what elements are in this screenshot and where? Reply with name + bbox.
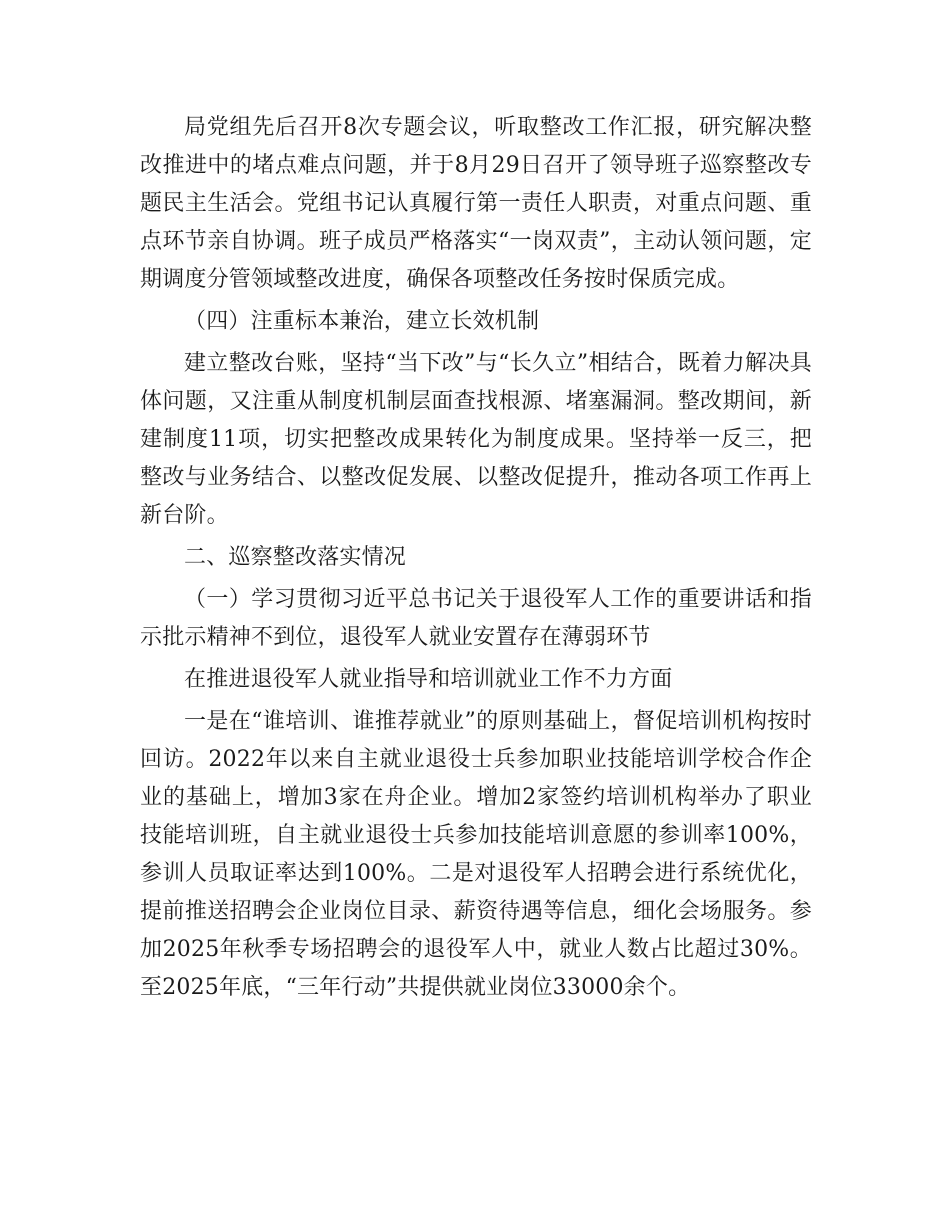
paragraph-rectification-ledger: 建立整改台账，坚持“当下改”与“长久立”相结合，既着力解决具体问题，又注重从制度机制层面查找根源、堵塞漏洞。整改期间，新建制度11项，切实把整改成果转化为制度成果。坚持举一反三，把整改与业务结合、以整改促发展、以整改促提升，推动各项工作再上新台阶。 xyxy=(140,351,812,528)
section-heading-long-term-mechanism: （四）注重标本兼治，建立长效机制 xyxy=(184,309,540,334)
section-heading-implementation: 二、巡察整改落实情况 xyxy=(184,545,407,570)
document-body xyxy=(140,109,812,1011)
paragraph-party-meetings: 局党组先后召开8次专题会议，听取整改工作汇报，研究解决整改推进中的堵点难点问题，并于8月29日召开了领导班子巡察整改专题民主生活会。党组书记认真履行第一责任人职责，对重点问题、重点环节亲自协调。班子成员严格落实“一岗双责”，主动认领问题，定期调度分管领域整改进度，确保各项整改任务按时保质完成。 xyxy=(140,115,812,292)
paragraph-training-measures: 一是在“谁培训、谁推荐就业”的原则基础上，督促培训机构按时回访。2022年以来自主就业退役士兵参加职业技能培训学校合作企业的基础上，增加3家在舟企业。增加2家签约培训机构举办了职业技能培训班，自主就业退役士兵参加技能培训意愿的参训率100%，参训人员取证率达到100%。二是对退役军人招聘会进行系统优化，提前推送招聘会企业岗位目录、薪资待遇等信息，细化会场服务。参加2025年秋季专场招聘会的退役军人中，就业人数占比超过30%。至2025年底，“三年行动”共提供就业岗位33000余个。 xyxy=(140,709,812,1000)
paragraph-employment-guidance: 在推进退役军人就业指导和培训就业工作不力方面 xyxy=(184,667,673,692)
subsection-heading-study-spirit: （一）学习贯彻习近平总书记关于退役军人工作的重要讲话和指示批示精神不到位，退役军人就业安置存在薄弱环节 xyxy=(140,587,812,650)
